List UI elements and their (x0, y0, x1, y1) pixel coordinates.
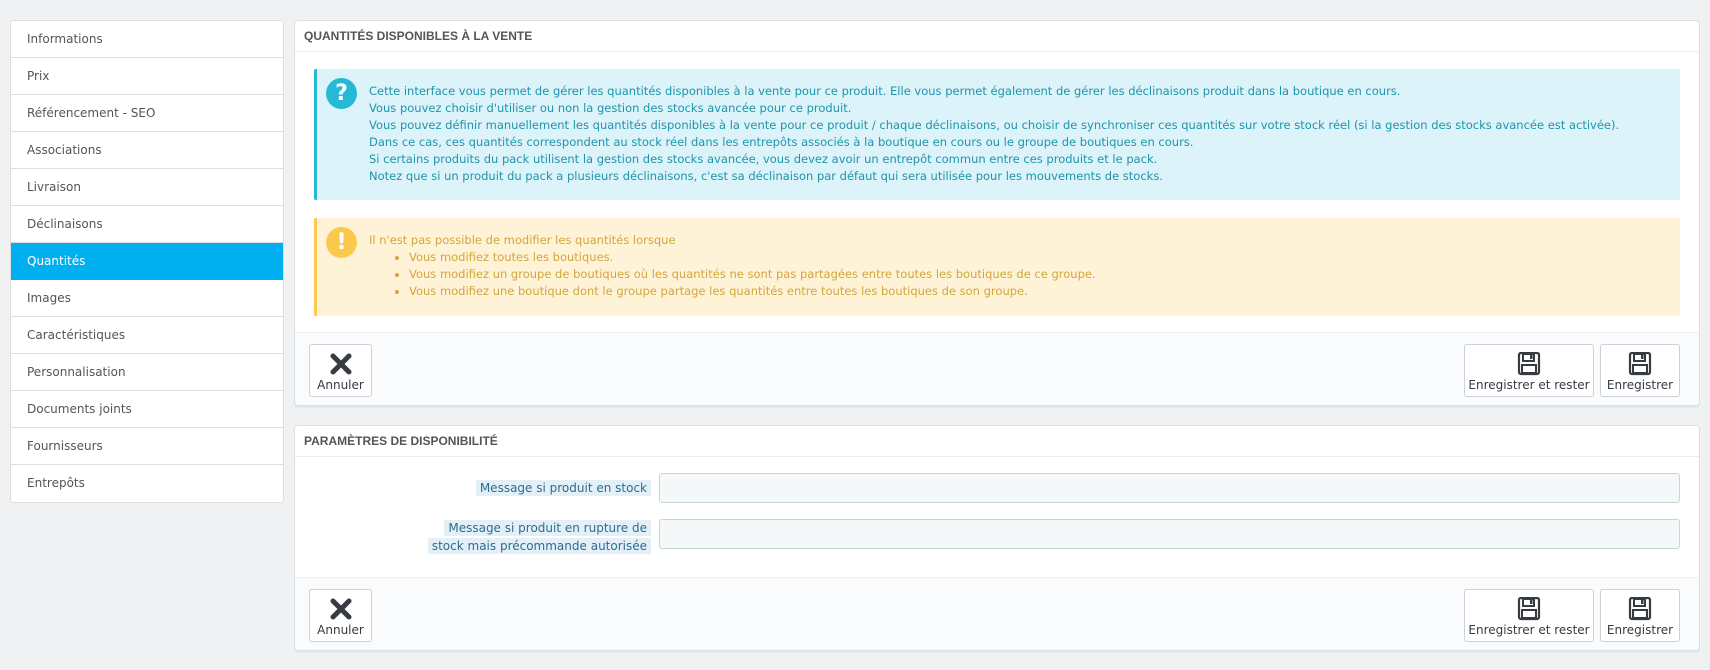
info-line: Vous pouvez choisir d'utiliser ou non la gestion des stocks avancée pour ce produit. (369, 101, 852, 115)
panel-footer (295, 577, 1699, 650)
save-label: Enregistrer (1606, 623, 1674, 637)
sidebar-item-livraison[interactable]: Livraison (11, 169, 283, 206)
sidebar-item-images[interactable]: Images (11, 280, 283, 317)
warning-item: • Vous modifiez un groupe de boutiques où les quantités ne sont pas partagées entre toutes les boutiques de ce groupe. (409, 266, 1670, 283)
quantities-panel-title: QUANTITÉS DISPONIBLES À LA VENTE (295, 21, 1699, 52)
info-line: Cette interface vous permet de gérer les quantités disponibles à la vente pour ce produit. Elle vous permet également de gérer les déclinaisons produit dans la boutique en cours. (369, 84, 1401, 98)
cancel-button[interactable] (309, 589, 372, 642)
save-button[interactable] (1600, 344, 1680, 397)
info-line: Dans ce cas, ces quantités correspondent au stock réel dans les entrepôts associés à la boutique en cours ou le groupe de boutiques en cours. (369, 135, 1194, 149)
out-of-stock-message-input[interactable] (659, 519, 1680, 549)
close-icon (328, 352, 354, 376)
cancel-button-label: Annuler (317, 623, 364, 637)
floppy-disk-icon (1516, 352, 1542, 376)
info-alert (314, 69, 1680, 200)
exclamation-icon: ! (326, 227, 357, 258)
cancel-button[interactable] (309, 344, 372, 397)
save-button[interactable] (1600, 589, 1680, 642)
sidebar-item-personnalisation[interactable]: Personnalisation (11, 354, 283, 391)
question-icon: ? (326, 78, 357, 109)
out-of-stock-label: Message si produit en rupture de stock mais précommande autorisée (428, 519, 651, 555)
save-and-stay-button[interactable] (1464, 344, 1594, 397)
in-stock-label: Message si produit en stock (476, 479, 651, 497)
quantities-panel (294, 20, 1700, 406)
info-line: Si certains produits du pack utilisent la gestion des stocks avancée, vous devez avoir un entrepôt commun entre ces produits et le pack. (369, 152, 1158, 166)
info-line: Notez que si un produit du pack a plusieurs déclinaisons, c'est sa déclinaison par défaut qui sera utilisée pour les mouvements de stocks. (369, 169, 1163, 183)
save-and-stay-button[interactable] (1464, 589, 1594, 642)
save-and-stay-label: Enregistrer et rester (1468, 623, 1590, 637)
warning-list (369, 249, 1670, 300)
warning-item: • Vous modifiez une boutique dont le groupe partage les quantités entre toutes les boutiques de son groupe. (409, 283, 1670, 300)
warning-intro: Il n'est pas possible de modifier les quantités lorsque (369, 233, 676, 247)
sidebar-item-associations[interactable]: Associations (11, 132, 283, 169)
sidebar-item-prix[interactable]: Prix (11, 58, 283, 95)
close-icon (328, 597, 354, 621)
availability-panel (294, 425, 1700, 651)
panel-footer (295, 332, 1699, 405)
sidebar-item-quantites[interactable]: Quantités (11, 243, 283, 280)
save-and-stay-label: Enregistrer et rester (1468, 378, 1590, 392)
sidebar-item-entrepots[interactable]: Entrepôts (27, 476, 85, 490)
save-label: Enregistrer (1606, 378, 1674, 392)
cancel-button-label: Annuler (317, 378, 364, 392)
floppy-disk-icon (1627, 597, 1653, 621)
sidebar-item-seo[interactable]: Référencement - SEO (11, 95, 283, 132)
floppy-disk-icon (1627, 352, 1653, 376)
info-line: Vous pouvez définir manuellement les quantités disponibles à la vente pour ce produit / chaque déclinaisons, ou choisir de synchroniser ces quantités sur votre stock réel (si la gestion des stocks avancée est activée). (369, 118, 1620, 132)
sidebar-item-informations[interactable]: Informations (11, 21, 283, 58)
floppy-disk-icon (1516, 597, 1542, 621)
sidebar-item-declinaisons[interactable]: Déclinaisons (11, 206, 283, 243)
product-tabs-sidebar (10, 20, 284, 503)
availability-panel-title: PARAMÈTRES DE DISPONIBILITÉ (295, 426, 1699, 457)
sidebar-item-fournisseurs[interactable]: Fournisseurs (11, 428, 283, 465)
in-stock-message-input[interactable] (659, 473, 1680, 503)
warning-item: • Vous modifiez toutes les boutiques. (409, 249, 1670, 266)
sidebar-item-documents-joints[interactable]: Documents joints (11, 391, 283, 428)
warning-alert (314, 218, 1680, 316)
sidebar-item-caracteristiques[interactable]: Caractéristiques (11, 317, 283, 354)
